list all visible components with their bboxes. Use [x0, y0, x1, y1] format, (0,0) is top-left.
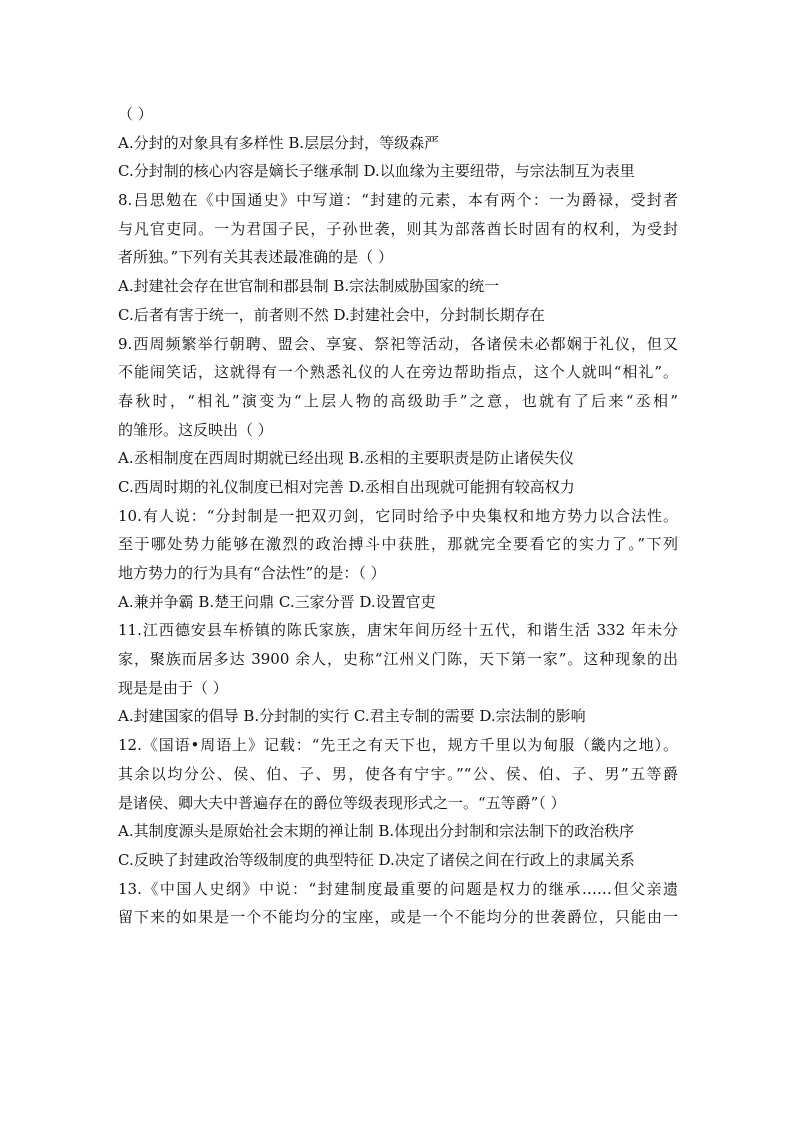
question-8-line: 者所独。”下列有关其表述最准确的是（ ）: [118, 248, 393, 267]
option-line: A.封建国家的倡导 B.分封制的实行 C.君主专制的需要 D.宗法制的影响: [118, 707, 586, 726]
document-page: [118, 100, 678, 932]
question-11-line: 11.江西德安县车桥镇的陈氏家族，唐宋年间历经十五代，和谐生活 332 年未分: [118, 621, 678, 640]
question-9-line: 9.西周频繁举行朝聘、盟会、享宴、祭祀等活动，各诸侯未必都娴于礼仪，但又: [118, 334, 678, 353]
option-line: A.分封的对象具有多样性 B.层层分封，等级森严: [118, 133, 440, 152]
question-8-line: 8.吕思勉在《中国通史》中写道：“封建的元素，本有两个：一为爵禄，受封者: [118, 191, 678, 210]
option-line: A.丞相制度在西周时期就已经出现 B.丞相的主要职责是防止诸侯失仪: [118, 449, 575, 468]
question-9-line: 不能闹笑话，这就得有一个熟悉礼仪的人在旁边帮助指点，这个人就叫“相礼”。: [118, 363, 678, 382]
question-10-line: 地方势力的行为具有“合法性”的是：（ ）: [118, 564, 386, 582]
option-line: A.封建社会存在世官制和郡县制 B.宗法制威胁国家的统一: [118, 277, 500, 296]
question-13-line: 留下来的如果是一个不能均分的宝座，或是一个不能均分的世袭爵位，只能由一: [118, 908, 678, 927]
option-line: A.其制度源头是原始社会末期的禅让制 B.体现出分封制和宗法制下的政治秩序: [118, 822, 635, 841]
option-line: A.兼并争霸 B.楚王问鼎 C.三家分晋 D.设置官吏: [118, 592, 436, 611]
option-line: C.反映了封建政治等级制度的典型特征 D.决定了诸侯之间在行政上的隶属关系: [118, 850, 635, 869]
question-10-line: 10.有人说：“分封制是一把双刃剑，它同时给予中央集权和地方势力以合法性。: [118, 506, 678, 525]
question-11-line: 家，聚族而居多达 3900 余人，史称“江州义门陈，天下第一家”。这种现象的出: [118, 650, 678, 669]
question-12-line: 其余以均分公、侯、伯、子、男，使各有宁宇。”“公、侯、伯、子、男”五等爵: [118, 764, 678, 783]
option-line: C.分封制的核心内容是嫡长子继承制 D.以血缘为主要纽带，与宗法制互为表里: [118, 162, 635, 181]
question-8-line: 与凡官吏同。一为君国子民，子孙世袭，则其为部落酋长时固有的权利，为受封: [118, 219, 678, 238]
question-12-line: 是诸侯、卿大夫中普遍存在的爵位等级表现形式之一。“五等爵”（ ）: [118, 793, 566, 812]
question-9-line: 春秋时，“相礼”演变为“上层人物的高级助手”之意，也就有了后来“丞相”: [118, 391, 678, 410]
question-13-line: 13.《中国人史纲》中说：“封建制度最重要的问题是权力的继承……但父亲遗: [118, 879, 678, 898]
question-11-line: 现是是由于（ ）: [118, 678, 228, 697]
question-12-line: 12.《国语•周语上》记载：“先王之有天下也，规方千里以为甸服（畿内之地）。: [118, 736, 678, 755]
option-line: C.西周时期的礼仪制度已相对完善 D.丞相自出现就可能拥有较高权力: [118, 477, 575, 496]
text-line-1: （ ）: [118, 105, 153, 123]
option-line: C.后者有害于统一，前者则不然 D.封建社会中，分封制长期存在: [118, 305, 545, 324]
question-9-line: 的雏形。这反映出（ ）: [118, 420, 273, 439]
question-10-line: 至于哪处势力能够在激烈的政治搏斗中获胜，那就完全要看它的实力了。”下列: [118, 535, 678, 554]
